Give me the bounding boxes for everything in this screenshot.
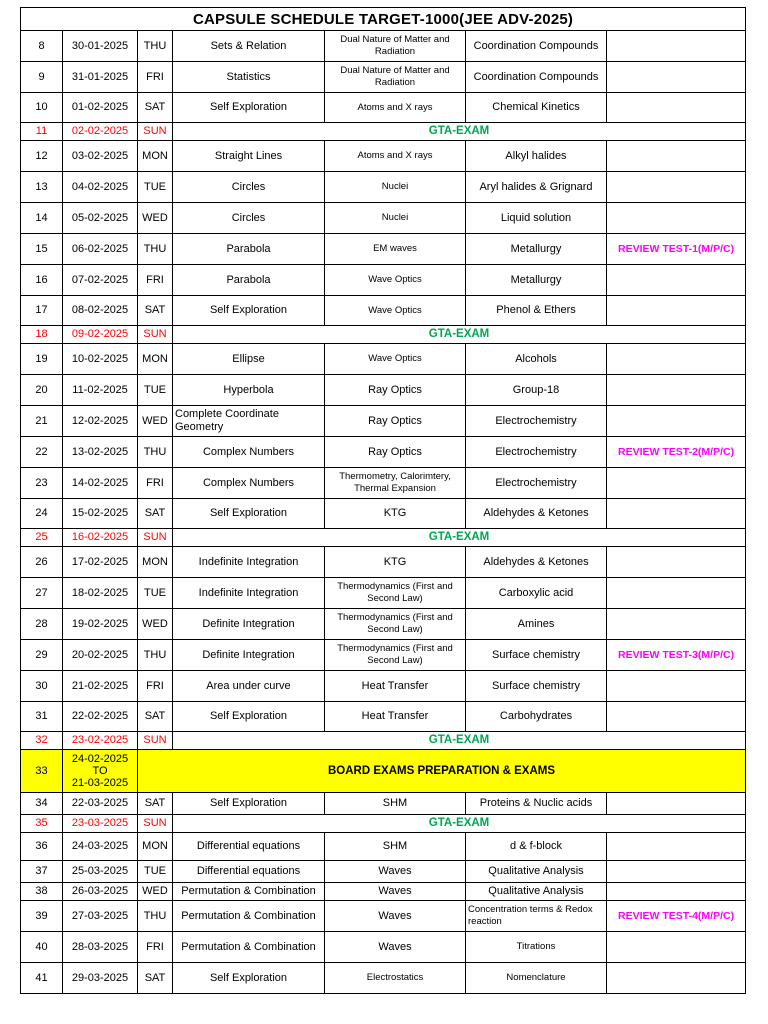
- physics-topic: SHM: [325, 833, 466, 861]
- date-cell: 23-03-2025: [63, 815, 138, 833]
- chemistry-topic: Coordination Compounds: [466, 62, 607, 93]
- chemistry-topic: Aldehydes & Ketones: [466, 499, 607, 529]
- physics-topic: Waves: [325, 932, 466, 963]
- day-cell: SAT: [138, 963, 173, 994]
- chemistry-topic: Titrations: [466, 932, 607, 963]
- maths-topic: Ellipse: [173, 344, 325, 375]
- schedule-row: [21, 547, 746, 578]
- maths-topic: Sets & Relation: [173, 31, 325, 62]
- chemistry-topic: Aryl halides & Grignard: [466, 172, 607, 203]
- review-test-cell: [607, 932, 746, 963]
- chemistry-topic: Phenol & Ethers: [466, 296, 607, 326]
- row-number: 18: [21, 326, 63, 344]
- row-number: 25: [21, 529, 63, 547]
- date-cell: 30-01-2025: [63, 31, 138, 62]
- row-number: 31: [21, 702, 63, 732]
- physics-topic: Wave Optics: [325, 265, 466, 296]
- day-cell: FRI: [138, 671, 173, 702]
- day-cell: TUE: [138, 375, 173, 406]
- date-cell: 17-02-2025: [63, 547, 138, 578]
- board-exam-label: BOARD EXAMS PREPARATION & EXAMS: [138, 750, 746, 793]
- day-cell: FRI: [138, 468, 173, 499]
- row-number: 10: [21, 93, 63, 123]
- schedule-row: [21, 375, 746, 406]
- physics-topic: Dual Nature of Matter and Radiation: [325, 62, 466, 93]
- date-cell: 27-03-2025: [63, 901, 138, 932]
- review-test-cell: [607, 547, 746, 578]
- row-number: 20: [21, 375, 63, 406]
- physics-topic: SHM: [325, 793, 466, 815]
- schedule-row: [21, 141, 746, 172]
- schedule-row: [21, 468, 746, 499]
- row-number: 22: [21, 437, 63, 468]
- physics-topic: Wave Optics: [325, 344, 466, 375]
- date-cell: 24-03-2025: [63, 833, 138, 861]
- date-cell: 22-03-2025: [63, 793, 138, 815]
- maths-topic: Permutation & Combination: [173, 883, 325, 901]
- review-test-cell: REVIEW TEST-3(M/P/C): [607, 640, 746, 671]
- maths-topic: Complete Coordinate Geometry: [173, 406, 325, 437]
- maths-topic: Self Exploration: [173, 963, 325, 994]
- day-cell: SUN: [138, 815, 173, 833]
- maths-topic: Definite Integration: [173, 609, 325, 640]
- physics-topic: Thermometry, Calorimtery, Thermal Expansion: [325, 468, 466, 499]
- review-test-cell: [607, 375, 746, 406]
- physics-topic: Atoms and X rays: [325, 93, 466, 123]
- review-test-cell: [607, 861, 746, 883]
- chemistry-topic: Concentration terms & Redox reaction: [466, 901, 607, 932]
- row-number: 40: [21, 932, 63, 963]
- review-test-cell: [607, 265, 746, 296]
- day-cell: WED: [138, 609, 173, 640]
- row-number: 12: [21, 141, 63, 172]
- physics-topic: Heat Transfer: [325, 671, 466, 702]
- row-number: 30: [21, 671, 63, 702]
- date-range-date-to-word: TO: [92, 765, 108, 777]
- chemistry-topic: Metallurgy: [466, 234, 607, 265]
- physics-topic: Ray Optics: [325, 375, 466, 406]
- maths-topic: Differential equations: [173, 833, 325, 861]
- maths-topic: Definite Integration: [173, 640, 325, 671]
- schedule-row: [21, 671, 746, 702]
- schedule-row: [21, 344, 746, 375]
- physics-topic: Waves: [325, 883, 466, 901]
- physics-topic: Wave Optics: [325, 296, 466, 326]
- gta-exam-row: [21, 815, 746, 833]
- chemistry-topic: Carboxylic acid: [466, 578, 607, 609]
- maths-topic: Circles: [173, 172, 325, 203]
- row-number: 41: [21, 963, 63, 994]
- schedule-row: [21, 31, 746, 62]
- day-cell: WED: [138, 406, 173, 437]
- review-test-cell: [607, 172, 746, 203]
- physics-topic: EM waves: [325, 234, 466, 265]
- review-test-cell: [607, 499, 746, 529]
- schedule-row: [21, 93, 746, 123]
- schedule-row: [21, 296, 746, 326]
- gta-exam-label: GTA-EXAM: [173, 815, 746, 833]
- chemistry-topic: Electrochemistry: [466, 406, 607, 437]
- physics-topic: Nuclei: [325, 172, 466, 203]
- review-test-cell: [607, 296, 746, 326]
- day-cell: MON: [138, 141, 173, 172]
- row-number: 17: [21, 296, 63, 326]
- maths-topic: Straight Lines: [173, 141, 325, 172]
- maths-topic: Permutation & Combination: [173, 901, 325, 932]
- schedule-row: [21, 861, 746, 883]
- schedule-row: [21, 578, 746, 609]
- schedule-row: [21, 234, 746, 265]
- maths-topic: Statistics: [173, 62, 325, 93]
- review-test-cell: [607, 883, 746, 901]
- gta-exam-label: GTA-EXAM: [173, 123, 746, 141]
- row-number: 29: [21, 640, 63, 671]
- schedule-row: [21, 640, 746, 671]
- physics-topic: Nuclei: [325, 203, 466, 234]
- day-cell: FRI: [138, 932, 173, 963]
- date-cell: 01-02-2025: [63, 93, 138, 123]
- chemistry-topic: Electrochemistry: [466, 468, 607, 499]
- gta-exam-label: GTA-EXAM: [173, 326, 746, 344]
- physics-topic: Electrostatics: [325, 963, 466, 994]
- date-cell: 06-02-2025: [63, 234, 138, 265]
- maths-topic: Self Exploration: [173, 702, 325, 732]
- gta-exam-label: GTA-EXAM: [173, 529, 746, 547]
- day-cell: MON: [138, 547, 173, 578]
- row-number: 23: [21, 468, 63, 499]
- maths-topic: Indefinite Integration: [173, 578, 325, 609]
- physics-topic: Waves: [325, 901, 466, 932]
- date-cell: 11-02-2025: [63, 375, 138, 406]
- day-cell: WED: [138, 203, 173, 234]
- day-cell: FRI: [138, 265, 173, 296]
- row-number: 28: [21, 609, 63, 640]
- chemistry-topic: Amines: [466, 609, 607, 640]
- day-cell: TUE: [138, 578, 173, 609]
- day-cell: THU: [138, 901, 173, 932]
- day-cell: TUE: [138, 172, 173, 203]
- schedule-row: [21, 609, 746, 640]
- row-number: 15: [21, 234, 63, 265]
- physics-topic: Waves: [325, 861, 466, 883]
- day-cell: TUE: [138, 861, 173, 883]
- review-test-cell: [607, 344, 746, 375]
- day-cell: MON: [138, 833, 173, 861]
- date-cell: 13-02-2025: [63, 437, 138, 468]
- schedule-row: [21, 62, 746, 93]
- row-number: 21: [21, 406, 63, 437]
- physics-topic: KTG: [325, 499, 466, 529]
- board-exam-row: [21, 750, 746, 793]
- maths-topic: Complex Numbers: [173, 437, 325, 468]
- review-test-cell: REVIEW TEST-4(M/P/C): [607, 901, 746, 932]
- chemistry-topic: d & f-block: [466, 833, 607, 861]
- date-cell: 05-02-2025: [63, 203, 138, 234]
- review-test-cell: [607, 609, 746, 640]
- chemistry-topic: Chemical Kinetics: [466, 93, 607, 123]
- day-cell: THU: [138, 437, 173, 468]
- date-cell: 12-02-2025: [63, 406, 138, 437]
- review-test-cell: REVIEW TEST-2(M/P/C): [607, 437, 746, 468]
- schedule-row: [21, 901, 746, 932]
- day-cell: THU: [138, 234, 173, 265]
- review-test-cell: [607, 141, 746, 172]
- review-test-cell: [607, 31, 746, 62]
- date-cell: 10-02-2025: [63, 344, 138, 375]
- date-cell: 18-02-2025: [63, 578, 138, 609]
- day-cell: WED: [138, 883, 173, 901]
- maths-topic: Complex Numbers: [173, 468, 325, 499]
- row-number: 36: [21, 833, 63, 861]
- date-cell: 02-02-2025: [63, 123, 138, 141]
- schedule-row: [21, 265, 746, 296]
- row-number: 32: [21, 732, 63, 750]
- row-number: 14: [21, 203, 63, 234]
- physics-topic: Ray Optics: [325, 406, 466, 437]
- date-cell: 29-03-2025: [63, 963, 138, 994]
- review-test-cell: [607, 93, 746, 123]
- maths-topic: Parabola: [173, 265, 325, 296]
- date-cell: 15-02-2025: [63, 499, 138, 529]
- review-test-cell: [607, 702, 746, 732]
- review-test-cell: [607, 578, 746, 609]
- physics-topic: Ray Optics: [325, 437, 466, 468]
- chemistry-topic: Coordination Compounds: [466, 31, 607, 62]
- date-cell: 14-02-2025: [63, 468, 138, 499]
- day-cell: SAT: [138, 296, 173, 326]
- date-cell: 28-03-2025: [63, 932, 138, 963]
- chemistry-topic: Qualitative Analysis: [466, 861, 607, 883]
- row-number: 13: [21, 172, 63, 203]
- chemistry-topic: Surface chemistry: [466, 671, 607, 702]
- date-cell: 20-02-2025: [63, 640, 138, 671]
- date-cell: 07-02-2025: [63, 265, 138, 296]
- gta-exam-row: [21, 529, 746, 547]
- date-cell: 08-02-2025: [63, 296, 138, 326]
- schedule-row: [21, 833, 746, 861]
- chemistry-topic: Electrochemistry: [466, 437, 607, 468]
- chemistry-topic: Group-18: [466, 375, 607, 406]
- row-number: 19: [21, 344, 63, 375]
- schedule-row: [21, 963, 746, 994]
- physics-topic: Thermodynamics (First and Second Law): [325, 578, 466, 609]
- chemistry-topic: Surface chemistry: [466, 640, 607, 671]
- row-number: 38: [21, 883, 63, 901]
- date-cell: 23-02-2025: [63, 732, 138, 750]
- chemistry-topic: Alcohols: [466, 344, 607, 375]
- gta-exam-label: GTA-EXAM: [173, 732, 746, 750]
- schedule-row: [21, 883, 746, 901]
- review-test-cell: [607, 406, 746, 437]
- row-number: 16: [21, 265, 63, 296]
- review-test-cell: [607, 793, 746, 815]
- row-number: 37: [21, 861, 63, 883]
- row-number: 26: [21, 547, 63, 578]
- review-test-cell: [607, 468, 746, 499]
- date-cell: 26-03-2025: [63, 883, 138, 901]
- schedule-row: [21, 702, 746, 732]
- chemistry-topic: Aldehydes & Ketones: [466, 547, 607, 578]
- maths-topic: Hyperbola: [173, 375, 325, 406]
- schedule-row: [21, 932, 746, 963]
- row-number: 34: [21, 793, 63, 815]
- date-cell: 03-02-2025: [63, 141, 138, 172]
- physics-topic: Thermodynamics (First and Second Law): [325, 640, 466, 671]
- schedule-row: [21, 437, 746, 468]
- date-cell: 21-02-2025: [63, 671, 138, 702]
- day-cell: MON: [138, 344, 173, 375]
- day-cell: SUN: [138, 529, 173, 547]
- date-cell: 31-01-2025: [63, 62, 138, 93]
- date-cell: 22-02-2025: [63, 702, 138, 732]
- physics-topic: Dual Nature of Matter and Radiation: [325, 31, 466, 62]
- day-cell: SUN: [138, 123, 173, 141]
- schedule-table: [20, 7, 746, 994]
- maths-topic: Self Exploration: [173, 499, 325, 529]
- maths-topic: Area under curve: [173, 671, 325, 702]
- maths-topic: Parabola: [173, 234, 325, 265]
- date-cell: 09-02-2025: [63, 326, 138, 344]
- schedule-row: [21, 203, 746, 234]
- chemistry-topic: Qualitative Analysis: [466, 883, 607, 901]
- row-number: 39: [21, 901, 63, 932]
- date-cell: 16-02-2025: [63, 529, 138, 547]
- date-range-date-to: 21-03-2025: [71, 777, 129, 789]
- day-cell: SUN: [138, 732, 173, 750]
- maths-topic: Indefinite Integration: [173, 547, 325, 578]
- gta-exam-row: [21, 326, 746, 344]
- chemistry-topic: Alkyl halides: [466, 141, 607, 172]
- maths-topic: Differential equations: [173, 861, 325, 883]
- day-cell: SAT: [138, 499, 173, 529]
- maths-topic: Self Exploration: [173, 93, 325, 123]
- day-cell: SUN: [138, 326, 173, 344]
- chemistry-topic: Carbohydrates: [466, 702, 607, 732]
- date-range-cell: [63, 750, 138, 793]
- chemistry-topic: Proteins & Nuclic acids: [466, 793, 607, 815]
- physics-topic: KTG: [325, 547, 466, 578]
- gta-exam-row: [21, 123, 746, 141]
- physics-topic: Thermodynamics (First and Second Law): [325, 609, 466, 640]
- day-cell: SAT: [138, 702, 173, 732]
- day-cell: SAT: [138, 793, 173, 815]
- chemistry-topic: Nomenclature: [466, 963, 607, 994]
- day-cell: THU: [138, 640, 173, 671]
- row-number: 8: [21, 31, 63, 62]
- day-cell: SAT: [138, 93, 173, 123]
- physics-topic: Heat Transfer: [325, 702, 466, 732]
- date-cell: 25-03-2025: [63, 861, 138, 883]
- maths-topic: Self Exploration: [173, 793, 325, 815]
- physics-topic: Atoms and X rays: [325, 141, 466, 172]
- review-test-cell: [607, 833, 746, 861]
- review-test-cell: [607, 963, 746, 994]
- row-number: 27: [21, 578, 63, 609]
- review-test-cell: [607, 671, 746, 702]
- row-number: 33: [21, 750, 63, 793]
- day-cell: THU: [138, 31, 173, 62]
- row-number: 9: [21, 62, 63, 93]
- chemistry-topic: Metallurgy: [466, 265, 607, 296]
- gta-exam-row: [21, 732, 746, 750]
- schedule-row: [21, 172, 746, 203]
- row-number: 11: [21, 123, 63, 141]
- date-cell: 04-02-2025: [63, 172, 138, 203]
- date-cell: 19-02-2025: [63, 609, 138, 640]
- title-row: [21, 8, 746, 31]
- schedule-row: [21, 406, 746, 437]
- row-number: 24: [21, 499, 63, 529]
- schedule-row: [21, 793, 746, 815]
- review-test-cell: REVIEW TEST-1(M/P/C): [607, 234, 746, 265]
- review-test-cell: [607, 203, 746, 234]
- schedule-title: CAPSULE SCHEDULE TARGET-1000(JEE ADV-2025): [21, 8, 746, 31]
- date-range-date-from: 24-02-2025: [71, 753, 129, 765]
- row-number: 35: [21, 815, 63, 833]
- maths-topic: Permutation & Combination: [173, 932, 325, 963]
- schedule-row: [21, 499, 746, 529]
- maths-topic: Circles: [173, 203, 325, 234]
- maths-topic: Self Exploration: [173, 296, 325, 326]
- day-cell: FRI: [138, 62, 173, 93]
- chemistry-topic: Liquid solution: [466, 203, 607, 234]
- review-test-cell: [607, 62, 746, 93]
